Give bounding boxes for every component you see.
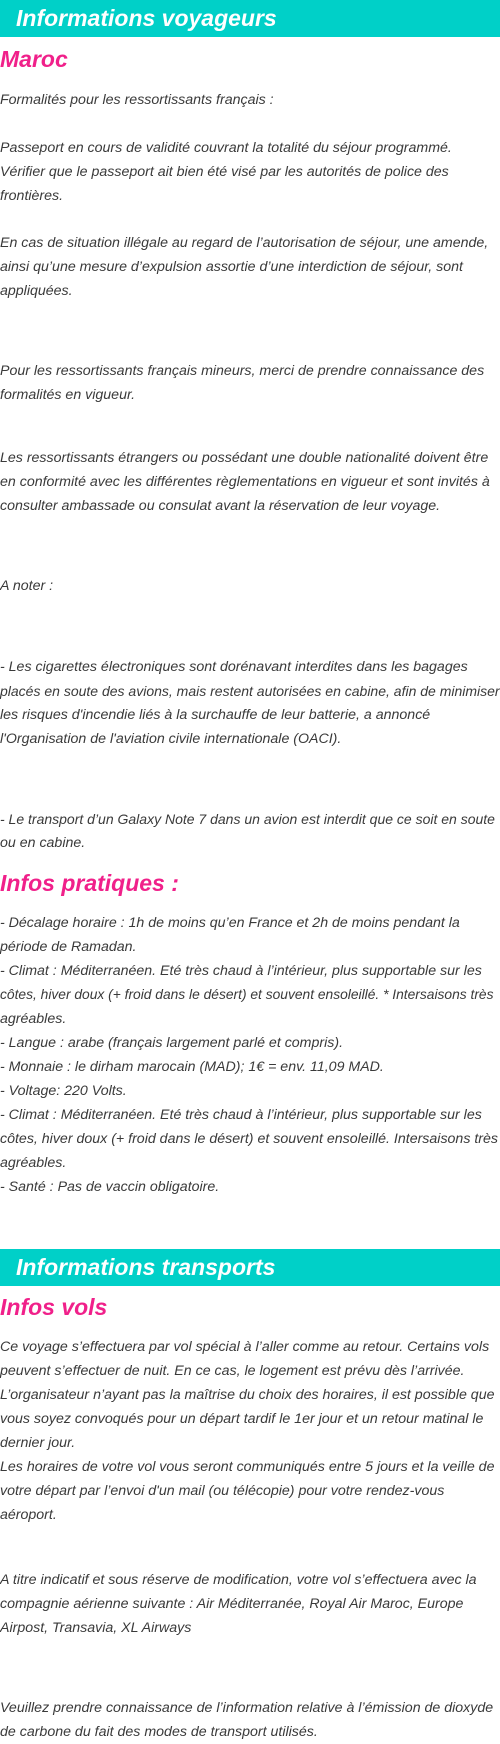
galaxy-paragraph [0,807,500,855]
list-item: période de Ramadan. [0,939,137,955]
text-line: placés en soute des avions, mais restent autorisées en cabine, afin de minimiser [0,683,500,699]
situation-paragraph [0,231,500,303]
list-item: - Voltage: 220 Volts. [0,1083,127,1099]
text-line: A titre indicatif et sous réserve de modification, votre vol s’effectuera avec la [0,1572,477,1588]
text-line: Pour les ressortissants français mineurs, merci de prendre connaissance des [0,363,485,379]
text-line: peuvent s’effectuer de nuit. En ce cas, le logement est prévu dès l’arrivée. [0,1363,465,1379]
list-item: côtes, hiver doux (+ froid dans le désert) et souvent ensoleillé. Intersaisons très [0,1131,499,1147]
text-line: de carbone du fait des modes de transport utilisés. [0,1724,318,1740]
infos-pratiques-list [0,911,500,1199]
formalites-intro [0,88,500,112]
text-line: - Les cigarettes électroniques sont dorénavant interdites dans les bagages [0,659,468,675]
text-line: Les horaires de votre vol vous seront communiqués entre 5 jours et la veille de [0,1459,495,1475]
text-line: en conformité avec les différentes règlementations en vigueur et sont invités à [0,474,490,490]
list-item: - Santé : Pas de vaccin obligatoire. [0,1179,220,1195]
etrangers-paragraph [0,446,500,518]
list-item: agréables. [0,1011,67,1027]
vols-paragraph [0,1335,500,1527]
infos-pratiques-heading: Infos pratiques : [0,870,179,896]
passeport-paragraph [0,136,500,208]
co2-paragraph [0,1696,500,1744]
text-line: Passeport en cours de validité couvrant la totalité du séjour programmé. [0,140,452,156]
text-line: Airpost, Transavia, XL Airways [0,1620,192,1636]
text-line: Les ressortissants étrangers ou possédant une double nationalité doivent être [0,450,489,466]
cigarettes-paragraph [0,655,500,751]
list-item: - Climat : Méditerranéen. Eté très chaud à l’intérieur, plus supportable sur les [0,963,482,979]
text-line: vous soyez convoqués pour un départ tardif le 1er jour et un retour matinal le [0,1411,484,1427]
list-item: - Monnaie : le dirham marocain (MAD); 1€ = env. 11,09 MAD. [0,1059,384,1075]
text-line: consulter ambassade ou consulat avant la réservation de leur voyage. [0,498,441,514]
text-line: Veuillez prendre connaissance de l’information relative à l’émission de dioxyde [0,1700,494,1716]
text-line: votre départ par l’envoi d'un mail (ou télécopie) pour votre rendez-vous [0,1483,445,1499]
list-item: - Langue : arabe (français largement parlé et compris). [0,1035,344,1051]
text-line: Formalités pour les ressortissants français : [0,92,274,108]
list-item: agréables. [0,1155,67,1171]
text-line: dernier jour. [0,1435,76,1451]
a-noter-label [0,574,500,598]
text-line: aéroport. [0,1507,57,1523]
section-banner-voyageurs: Informations voyageurs [0,0,500,37]
country-heading: Maroc [0,46,68,72]
list-item: - Décalage horaire : 1h de moins qu’en France et 2h de moins pendant la [0,915,460,931]
infos-vols-heading: Infos vols [0,1294,108,1320]
compagnie-paragraph [0,1568,500,1640]
text-line: - Le transport d’un Galaxy Note 7 dans un avion est interdit que ce soit en soute [0,811,495,827]
text-line: ainsi qu’une mesure d’expulsion assortie d’une interdiction de séjour, sont [0,259,463,275]
text-line: L’organisateur n’ayant pas la maîtrise du choix des horaires, il est possible que [0,1387,495,1403]
text-line: frontières. [0,188,64,204]
list-item: côtes, hiver doux (+ froid dans le désert) et souvent ensoleillé. * Intersaisons très [0,987,494,1002]
text-line: Vérifier que le passeport ait bien été visé par les autorités de police des [0,164,449,180]
text-line: Ce voyage s’effectuera par vol spécial à l’aller comme au retour. Certains vols [0,1339,490,1355]
text-line: les risques d'incendie liés à la surchauffe de leur batterie, a annoncé [0,707,431,723]
text-line: ou en cabine. [0,835,86,851]
text-line: formalités en vigueur. [0,387,136,403]
text-line: compagnie aérienne suivante : Air Méditerranée, Royal Air Maroc, Europe [0,1596,464,1612]
section-banner-transports: Informations transports [0,1249,500,1286]
text-line: l'Organisation de l'aviation civile internationale (OACI). [0,731,342,747]
text-line: En cas de situation illégale au regard de l’autorisation de séjour, une amende, [0,235,489,251]
text-line: A noter : [0,578,54,594]
text-line: appliquées. [0,283,73,299]
list-item: - Climat : Méditerranéen. Eté très chaud à l’intérieur, plus supportable sur les [0,1107,482,1123]
mineurs-paragraph [0,359,500,407]
